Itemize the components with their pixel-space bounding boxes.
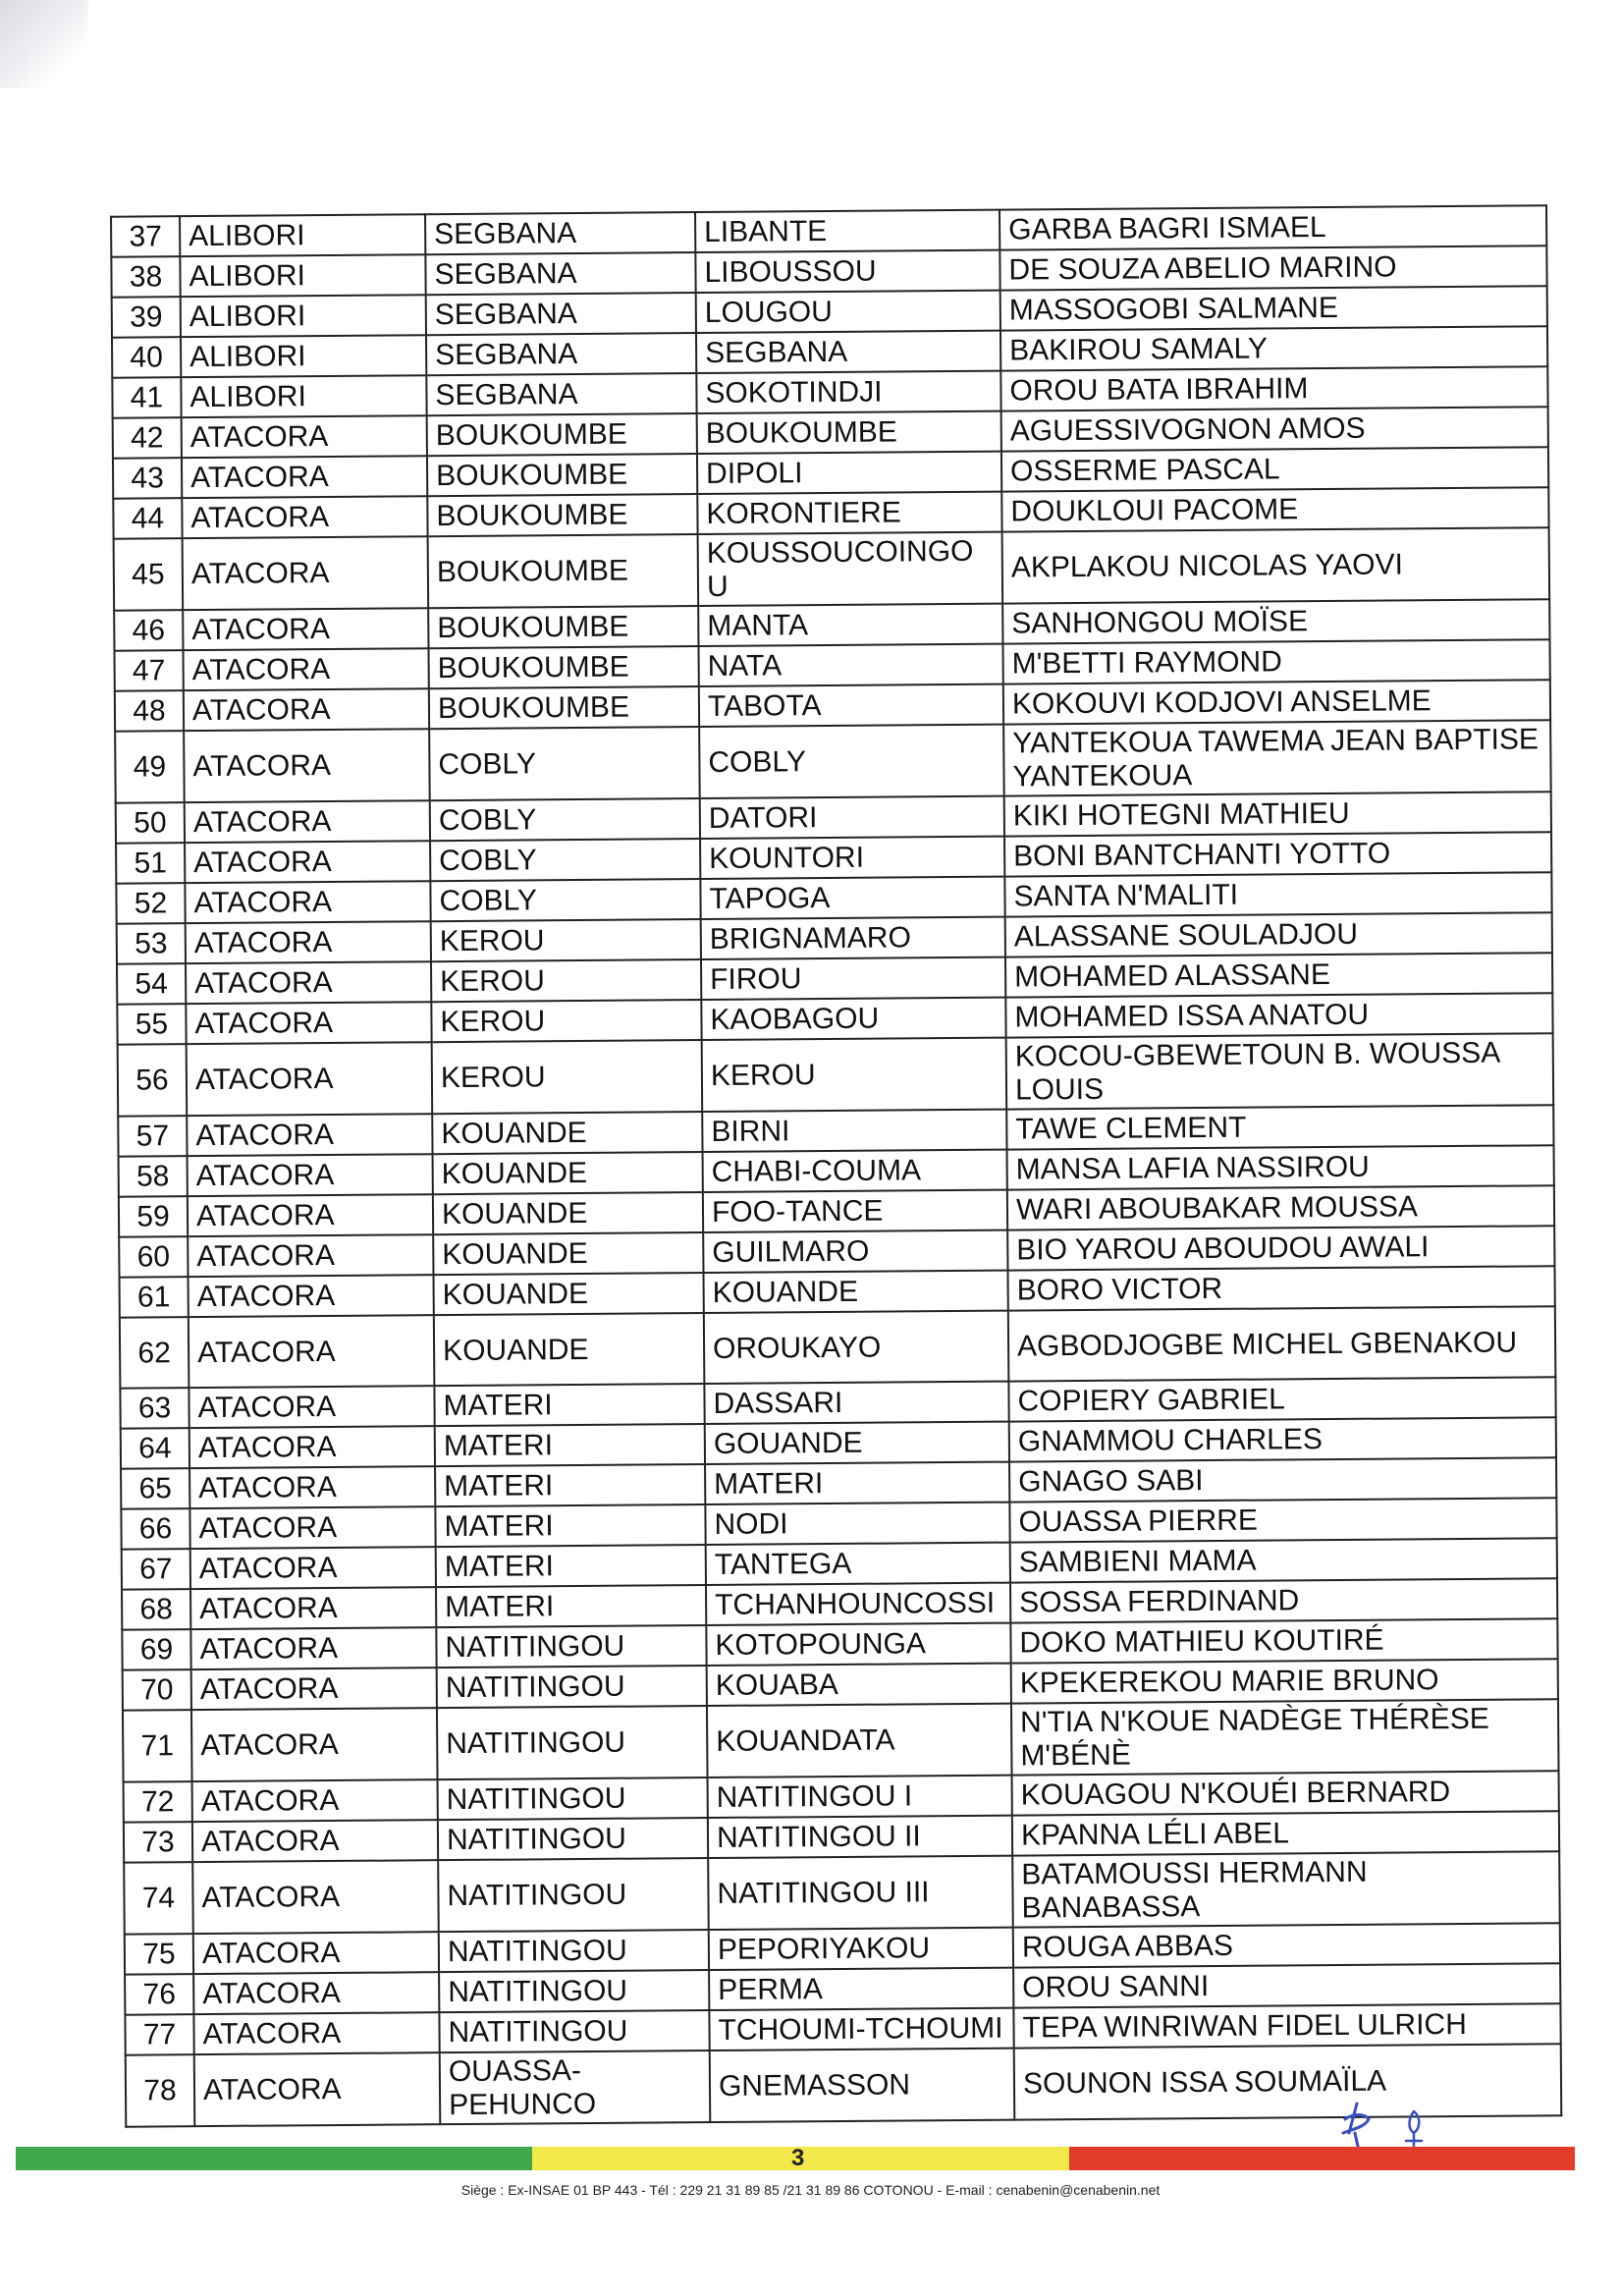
row-number-cell: 38: [111, 256, 180, 298]
department-cell: ATACORA: [190, 1547, 436, 1589]
arrondissement-cell: TCHANHOUNCOSSI: [706, 1583, 1010, 1625]
commune-cell: MATERI: [435, 1464, 705, 1506]
arrondissement-cell: TCHOUMI-TCHOUMI: [709, 2008, 1013, 2050]
row-number-cell: 74: [124, 1862, 193, 1935]
commune-cell: SEGBANA: [425, 212, 695, 254]
department-cell: ATACORA: [186, 961, 431, 1004]
department-cell: ATACORA: [190, 1627, 436, 1669]
department-cell: ATACORA: [186, 1002, 431, 1044]
commune-cell: KOUANDE: [432, 1112, 702, 1154]
commune-cell: NATITINGOU: [439, 2010, 709, 2052]
commune-cell: NATITINGOU: [439, 1930, 709, 1972]
department-cell: ALIBORI: [181, 375, 426, 417]
department-cell: ATACORA: [190, 1587, 436, 1629]
person-name-cell: DE SOUZA ABELIO MARINO: [1000, 246, 1546, 290]
arrondissement-cell: KOUABA: [707, 1664, 1011, 1706]
department-cell: ATACORA: [188, 1234, 433, 1277]
arrondissement-cell: KOUSSOUCOINGO U: [698, 532, 1003, 606]
arrondissement-cell: NODI: [705, 1503, 1009, 1545]
person-name-cell: ROUGA ABBAS: [1013, 1923, 1560, 1967]
row-number-cell: 71: [123, 1710, 192, 1782]
department-cell: ATACORA: [183, 648, 428, 690]
row-number-cell: 63: [120, 1388, 189, 1429]
commune-cell: SEGBANA: [425, 252, 695, 295]
department-cell: ATACORA: [185, 800, 430, 843]
commune-cell: NATITINGOU: [439, 1970, 709, 2012]
department-cell: ATACORA: [193, 2012, 439, 2054]
row-number-cell: 72: [124, 1781, 192, 1823]
arrondissement-cell: SOKOTINDJI: [696, 371, 1000, 413]
person-name-cell: MOHAMED ALASSANE: [1005, 953, 1552, 997]
department-cell: ATACORA: [189, 1426, 435, 1468]
arrondissement-cell: GOUANDE: [705, 1422, 1009, 1464]
department-cell: ATACORA: [182, 496, 427, 538]
row-number-cell: 50: [116, 802, 185, 844]
commune-cell: MATERI: [434, 1384, 704, 1426]
department-cell: ATACORA: [192, 1860, 439, 1934]
row-number-cell: 47: [115, 650, 184, 691]
commune-cell: BOUKOUMBE: [428, 534, 699, 608]
row-number-cell: 76: [125, 1974, 193, 2015]
commune-cell: KEROU: [431, 919, 701, 961]
row-number-cell: 57: [118, 1116, 187, 1157]
arrondissement-cell: FOO-TANCE: [703, 1190, 1007, 1232]
department-cell: ALIBORI: [180, 214, 425, 256]
footer-address: Siège : Ex-INSAE 01 BP 443 - Tél : 229 21 31 89 85 /21 31 89 86 COTONOU - E-mail : cenabenin@cenabenin.net: [460, 2182, 1161, 2198]
person-name-cell: MANSA LAFIA NASSIROU: [1007, 1145, 1554, 1189]
person-name-cell: ALASSANE SOULADJOU: [1005, 912, 1552, 957]
department-cell: ATACORA: [188, 1194, 433, 1236]
table-row: [115, 720, 1551, 802]
department-cell: ATACORA: [189, 1315, 435, 1388]
person-name-cell: TEPA WINRIWAN FIDEL ULRICH: [1013, 2003, 1560, 2048]
department-cell: ALIBORI: [181, 295, 426, 337]
person-name-cell: KIKI HOTEGNI MATHIEU: [1004, 792, 1551, 836]
department-cell: ATACORA: [194, 2052, 441, 2126]
arrondissement-cell: CHABI-COUMA: [703, 1150, 1007, 1192]
row-number-cell: 73: [124, 1822, 192, 1863]
arrondissement-cell: PEPORIYAKOU: [709, 1928, 1013, 1970]
person-name-cell: M'BETTI RAYMOND: [1002, 639, 1549, 683]
department-cell: ATACORA: [192, 1820, 438, 1862]
person-name-cell: SAMBIENI MAMA: [1010, 1538, 1557, 1582]
commune-cell: KOUANDE: [433, 1152, 703, 1194]
arrondissement-cell: TABOTA: [699, 684, 1003, 727]
flag-red-stripe: [1069, 2147, 1575, 2170]
arrondissement-cell: NATITINGOU III: [708, 1856, 1013, 1930]
arrondissement-cell: KORONTIERE: [697, 492, 1001, 534]
person-name-cell: OROU SANNI: [1013, 1963, 1560, 2007]
department-cell: ATACORA: [182, 415, 427, 458]
commune-cell: COBLY: [430, 798, 700, 841]
department-cell: ATACORA: [191, 1708, 438, 1781]
flag-green-stripe: [16, 2147, 532, 2170]
person-name-cell: BAKIROU SAMALY: [1000, 326, 1547, 370]
row-number-cell: 53: [117, 923, 186, 964]
department-cell: ATACORA: [187, 1042, 433, 1116]
arrondissement-cell: MATERI: [705, 1462, 1009, 1504]
arrondissement-cell: KOUNTORI: [700, 837, 1004, 879]
person-name-cell: SOUNON ISSA SOUMAÏLA: [1014, 2044, 1562, 2119]
commune-cell: KOUANDE: [433, 1192, 703, 1234]
commune-cell: NATITINGOU: [438, 1777, 708, 1820]
department-cell: ATACORA: [189, 1386, 434, 1428]
person-name-cell: BIO YAROU ABOUDOU AWALI: [1007, 1226, 1554, 1270]
arrondissement-cell: DASSARI: [704, 1382, 1008, 1424]
department-cell: ATACORA: [192, 1779, 438, 1822]
person-name-cell: BONI BANTCHANTI YOTTO: [1004, 832, 1551, 876]
commune-cell: MATERI: [435, 1424, 705, 1466]
person-name-cell: OUASSA PIERRE: [1009, 1498, 1556, 1542]
table-row: [120, 1306, 1556, 1388]
table-row: [123, 1699, 1559, 1781]
arrondissement-cell: NATITINGOU II: [708, 1816, 1012, 1858]
commune-cell: KEROU: [431, 959, 701, 1002]
commune-cell: OUASSA-PEHUNCO: [440, 2050, 711, 2124]
department-cell: ATACORA: [189, 1275, 434, 1317]
row-number-cell: 43: [113, 458, 182, 499]
row-number-cell: 75: [125, 1934, 193, 1975]
department-cell: ATACORA: [188, 1154, 433, 1196]
department-cell: ATACORA: [182, 456, 427, 498]
department-cell: ATACORA: [186, 921, 431, 963]
person-name-cell: TAWE CLEMENT: [1006, 1105, 1553, 1149]
row-number-cell: 54: [117, 963, 186, 1005]
row-number-cell: 68: [122, 1589, 190, 1630]
arrondissement-cell: DATORI: [700, 796, 1004, 839]
roster-body: [111, 205, 1561, 2126]
department-cell: ATACORA: [193, 1972, 439, 2014]
person-name-cell: BORO VICTOR: [1007, 1266, 1554, 1310]
arrondissement-cell: COBLY: [699, 725, 1004, 798]
row-number-cell: 65: [121, 1468, 189, 1509]
row-number-cell: 61: [120, 1277, 189, 1318]
person-name-cell: AGUESSIVOGNON AMOS: [1001, 407, 1548, 451]
row-number-cell: 42: [113, 417, 182, 459]
scan-corner-shadow: [0, 0, 88, 88]
row-number-cell: 49: [115, 731, 185, 803]
person-name-cell: GARBA BAGRI ISMAEL: [1000, 205, 1546, 249]
commune-cell: BOUKOUMBE: [427, 454, 697, 496]
row-number-cell: 70: [123, 1669, 191, 1711]
arrondissement-cell: PERMA: [709, 1968, 1013, 2010]
commune-cell: COBLY: [430, 839, 700, 881]
commune-cell: NATITINGOU: [436, 1625, 706, 1667]
person-name-cell: KOCOU-GBEWETOUN B. WOUSSA LOUIS: [1006, 1033, 1554, 1109]
arrondissement-cell: GUILMARO: [703, 1230, 1007, 1273]
commune-cell: KEROU: [431, 1000, 701, 1042]
row-number-cell: 69: [122, 1629, 190, 1670]
commune-cell: BOUKOUMBE: [429, 686, 699, 729]
arrondissement-cell: NATA: [698, 644, 1002, 686]
commune-cell: BOUKOUMBE: [427, 494, 697, 536]
person-name-cell: GNAMMOU CHARLES: [1009, 1417, 1556, 1461]
arrondissement-cell: SEGBANA: [696, 331, 1000, 373]
department-cell: ATACORA: [183, 536, 429, 610]
commune-cell: BOUKOUMBE: [427, 413, 697, 456]
commune-cell: KOUANDE: [434, 1313, 705, 1386]
row-number-cell: 66: [121, 1508, 189, 1550]
person-name-cell: AGBODJOGBE MICHEL GBENAKOU: [1008, 1306, 1556, 1381]
row-number-cell: 59: [119, 1196, 188, 1237]
row-number-cell: 48: [115, 690, 184, 732]
arrondissement-cell: KEROU: [702, 1038, 1007, 1112]
row-number-cell: 46: [114, 610, 183, 651]
commune-cell: MATERI: [436, 1545, 706, 1587]
department-cell: ATACORA: [185, 841, 430, 883]
row-number-cell: 39: [112, 297, 181, 338]
person-name-cell: YANTEKOUA TAWEMA JEAN BAPTISE YANTEKOUA: [1003, 720, 1551, 795]
commune-cell: SEGBANA: [426, 373, 696, 415]
commune-cell: MATERI: [436, 1585, 706, 1627]
table-row: [124, 1851, 1560, 1934]
department-cell: ALIBORI: [180, 254, 425, 297]
person-name-cell: KPEKEREKOU MARIE BRUNO: [1011, 1659, 1558, 1703]
person-name-cell: COPIERY GABRIEL: [1008, 1377, 1555, 1421]
commune-cell: KOUANDE: [433, 1232, 703, 1275]
commune-cell: NATITINGOU: [438, 1818, 708, 1860]
commune-cell: MATERI: [435, 1504, 705, 1547]
page-number: 3: [791, 2145, 805, 2171]
row-number-cell: 37: [111, 216, 180, 257]
row-number-cell: 62: [120, 1317, 189, 1389]
arrondissement-cell: DIPOLI: [697, 452, 1001, 494]
department-cell: ATACORA: [189, 1506, 435, 1549]
commune-cell: NATITINGOU: [438, 1858, 709, 1932]
row-number-cell: 40: [112, 337, 181, 378]
row-number-cell: 45: [114, 538, 184, 611]
person-name-cell: KPANNA LÉLI ABEL: [1012, 1811, 1559, 1855]
commune-cell: KEROU: [432, 1040, 703, 1114]
person-name-cell: DOKO MATHIEU KOUTIRÉ: [1010, 1618, 1557, 1663]
arrondissement-cell: KOUANDATA: [707, 1704, 1012, 1777]
person-name-cell: DOUKLOUI PACOME: [1001, 487, 1548, 531]
arrondissement-cell: LIBANTE: [695, 210, 1000, 252]
row-number-cell: 60: [119, 1236, 188, 1278]
row-number-cell: 56: [118, 1044, 188, 1117]
person-name-cell: MOHAMED ISSA ANATOU: [1005, 993, 1552, 1037]
person-name-cell: KOUAGOU N'KOUÉI BERNARD: [1012, 1771, 1559, 1815]
commune-cell: KOUANDE: [434, 1273, 704, 1315]
department-cell: ATACORA: [189, 1466, 435, 1508]
arrondissement-cell: FIROU: [701, 957, 1005, 1000]
row-number-cell: 64: [121, 1428, 189, 1469]
arrondissement-cell: KAOBAGOU: [701, 998, 1005, 1040]
table-row: [118, 1033, 1554, 1116]
arrondissement-cell: TAPOGA: [700, 877, 1004, 919]
person-name-cell: N'TIA N'KOUE NADÈGE THÉRÈSE M'BÉNÈ: [1011, 1699, 1559, 1775]
arrondissement-cell: LOUGOU: [696, 291, 1000, 333]
department-cell: ATACORA: [184, 729, 430, 802]
arrondissement-cell: BRIGNAMARO: [701, 917, 1005, 959]
arrondissement-cell: OROUKAYO: [704, 1311, 1009, 1384]
roster-table: [110, 204, 1562, 2127]
person-name-cell: SANTA N'MALITI: [1004, 872, 1551, 916]
commune-cell: SEGBANA: [426, 333, 696, 375]
table-row: [114, 527, 1550, 610]
department-cell: ALIBORI: [181, 335, 426, 377]
person-name-cell: BATAMOUSSI HERMANN BANABASSA: [1012, 1851, 1560, 1927]
commune-cell: BOUKOUMBE: [428, 646, 698, 688]
row-number-cell: 44: [113, 498, 182, 539]
commune-cell: SEGBANA: [426, 293, 696, 335]
commune-cell: COBLY: [429, 727, 700, 800]
commune-cell: COBLY: [430, 879, 700, 921]
arrondissement-cell: TANTEGA: [706, 1543, 1010, 1585]
arrondissement-cell: KOUANDE: [703, 1271, 1007, 1313]
arrondissement-cell: KOTOPOUNGA: [706, 1623, 1010, 1666]
person-name-cell: SOSSA FERDINAND: [1010, 1578, 1557, 1622]
row-number-cell: 58: [119, 1156, 188, 1197]
row-number-cell: 77: [125, 2014, 193, 2055]
person-name-cell: MASSOGOBI SALMANE: [1000, 286, 1547, 330]
department-cell: ATACORA: [184, 688, 429, 731]
commune-cell: NATITINGOU: [437, 1706, 708, 1779]
row-number-cell: 51: [116, 843, 185, 884]
department-cell: ATACORA: [193, 1932, 439, 1974]
arrondissement-cell: LIBOUSSOU: [695, 250, 1000, 293]
department-cell: ATACORA: [187, 1114, 432, 1156]
person-name-cell: WARI ABOUBAKAR MOUSSA: [1007, 1185, 1554, 1230]
row-number-cell: 55: [117, 1004, 186, 1045]
row-number-cell: 67: [122, 1549, 190, 1590]
arrondissement-cell: BOUKOUMBE: [697, 411, 1001, 454]
person-name-cell: SANHONGOU MOÏSE: [1002, 599, 1549, 643]
department-cell: ATACORA: [191, 1667, 437, 1710]
person-name-cell: GNAGO SABI: [1009, 1457, 1556, 1502]
person-name-cell: OROU BATA IBRAHIM: [1000, 366, 1547, 410]
arrondissement-cell: BIRNI: [702, 1110, 1006, 1152]
department-cell: ATACORA: [185, 881, 430, 923]
person-name-cell: KOKOUVI KODJOVI ANSELME: [1003, 680, 1550, 724]
row-number-cell: 78: [126, 2054, 195, 2127]
commune-cell: NATITINGOU: [437, 1666, 707, 1708]
row-number-cell: 41: [112, 377, 181, 418]
person-name-cell: AKPLAKOU NICOLAS YAOVI: [1002, 527, 1550, 603]
arrondissement-cell: GNEMASSON: [710, 2049, 1015, 2122]
arrondissement-cell: MANTA: [698, 604, 1002, 646]
arrondissement-cell: NATITINGOU I: [708, 1776, 1012, 1818]
department-cell: ATACORA: [183, 608, 428, 650]
commune-cell: BOUKOUMBE: [428, 606, 698, 648]
row-number-cell: 52: [116, 883, 185, 924]
person-name-cell: OSSERME PASCAL: [1001, 447, 1548, 491]
